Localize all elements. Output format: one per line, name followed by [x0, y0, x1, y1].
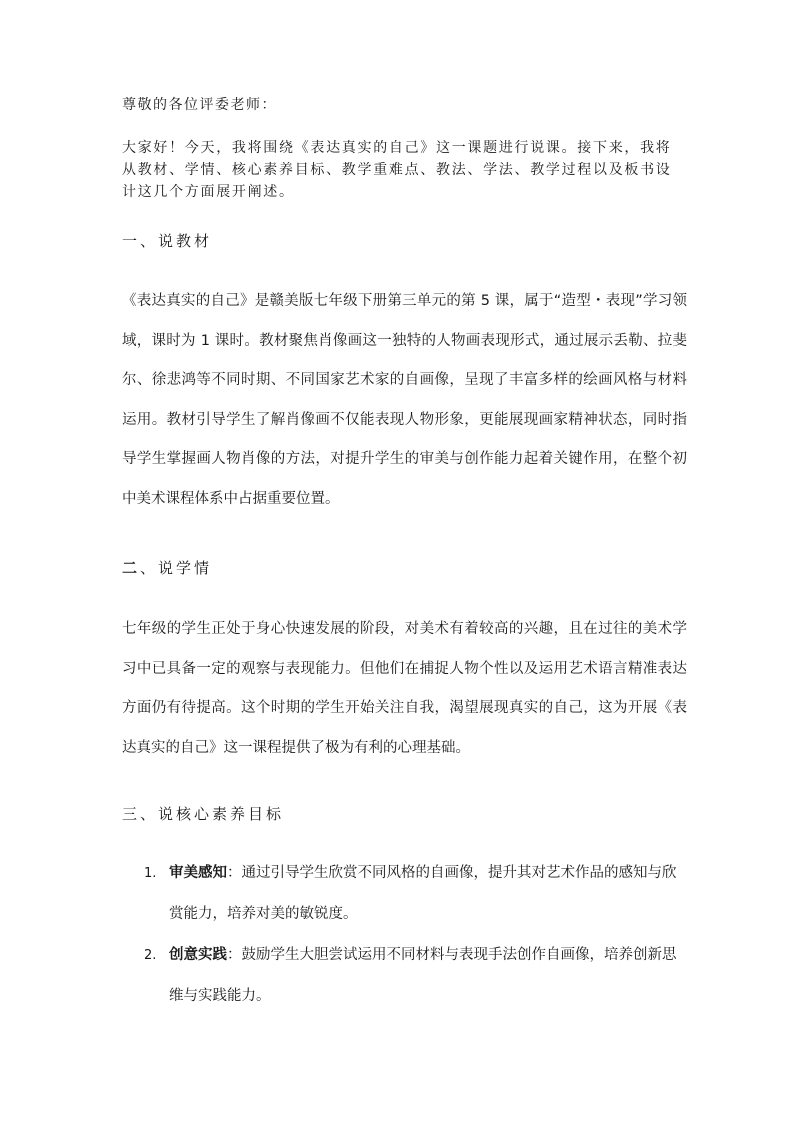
- section-heading-label: 、说学情: [140, 559, 213, 577]
- list-item: [122, 853, 687, 935]
- list-item-term: 创意实践: [169, 947, 227, 963]
- list-item-index: 1.: [144, 866, 157, 881]
- textbook-paragraph: 《表达真实的自己》是赣美版七年级下册第三单元的第 5 课，属于“造型・表现”学习领域，课时为 1 课时。教材聚焦肖像画这一独特的人物画表现形式，通过展示丢勒、拉斐尔、徐悲鸿等不同时期、不同国家艺术家的自画像，呈现了丰富多样的绘画风格与材料运用。教材引导学生了解肖像画不仅能表现人物形象，更能展现画家精神状态，同时指导学生掌握画人物肖像的方法，对提升学生的审美与创作能力起着关键作用，在整个初中美术课程体系中占据重要位置。: [122, 293, 687, 507]
- section-heading-textbook: 一、说教材: [122, 232, 213, 250]
- goals-list: [122, 853, 687, 1017]
- list-item-index: 2.: [144, 948, 157, 963]
- list-item-term: 审美感知: [169, 865, 227, 881]
- section-heading-number: 二: [122, 559, 141, 577]
- list-item-text: ：鼓励学生大胆尝试运用不同材料与表现手法创作自画像，培养创新思维与实践能力。: [169, 947, 677, 1004]
- section-heading-students: [122, 557, 212, 579]
- section-heading-goals: 三、说核心素养目标: [122, 805, 285, 823]
- greeting-line: 尊敬的各位评委老师：: [122, 97, 277, 113]
- intro-paragraph: 大家好！今天，我将围绕《表达真实的自己》这一课题进行说课。接下来，我将从教材、学情、核心素养目标、教学重难点、教法、学法、教学过程以及板书设计这几个方面展开阐述。: [122, 140, 672, 200]
- list-item: [122, 935, 687, 1017]
- students-paragraph: 七年级的学生正处于身心快速发展的阶段，对美术有着较高的兴趣，且在过往的美术学习中已具备一定的观察与表现能力。但他们在捕捉人物个性以及运用艺术语言精准表达方面仍有待提高。这个时期的学生开始关注自我，渴望展现真实的自己，这为开展《表达真实的自己》这一课程提供了极为有利的心理基础。: [122, 621, 687, 756]
- list-item-text: ：通过引导学生欣赏不同风格的自画像，提升其对艺术作品的感知与欣赏能力，培养对美的敏锐度。: [169, 865, 677, 922]
